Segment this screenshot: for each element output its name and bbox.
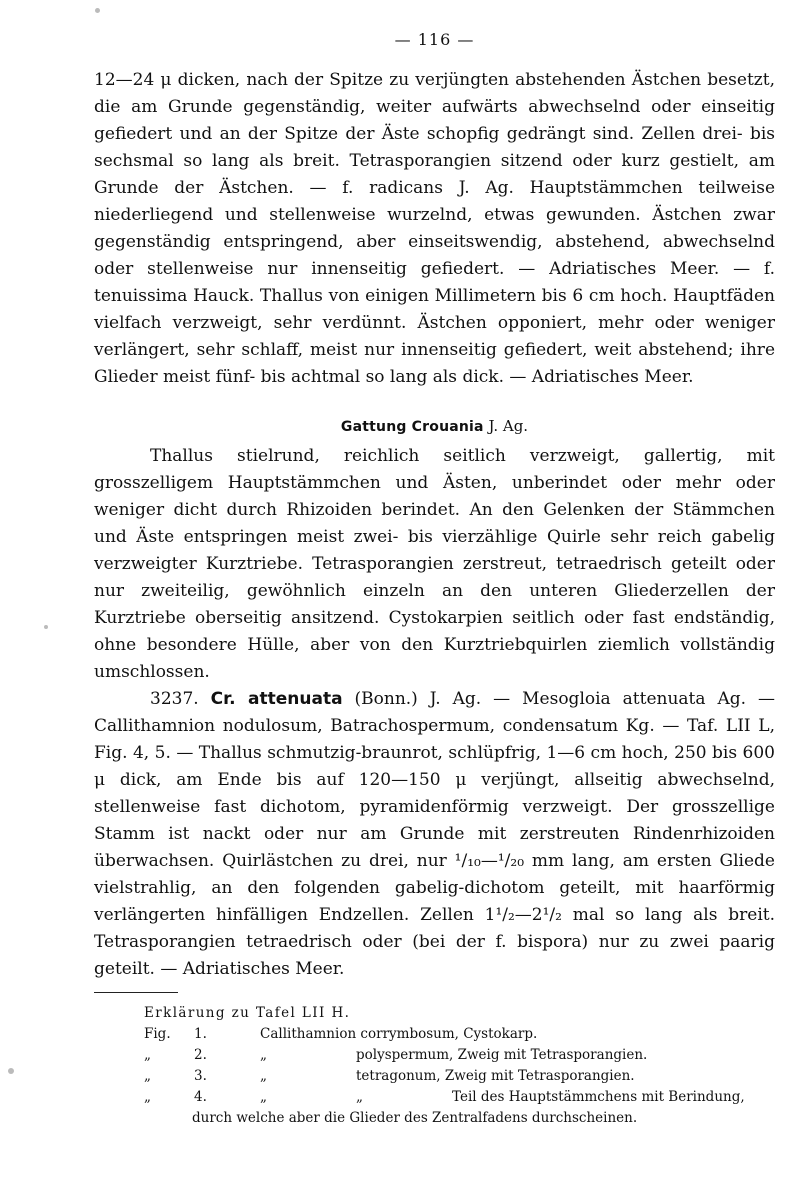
species-text: (Bonn.) J. Ag. — Mesogloia attenuata Ag. — Callithamnion nodulosum, Batrachospermum, condensatum Kg. — Taf. LII L, Fig. 4, 5. — Thallus schmutzig-braunrot, schlüpfrig, 1—6 cm hoch, 250 bis 600 μ dick, am Ende bis auf 120—150 μ verjüngt, allseitig abwechselnd, stellenweise fast dichotom, pyramidenförmig verzweigt. Der grosszellige Stamm ist nackt oder nur am Grunde mit zerstreuten Rindenrhizoiden überwachsen. Quirlästchen zu drei, nur ¹/₁₀—¹/₂₀ mm lang, am ersten Gliede vielstrahlig, an den folgenden gabelig-dichotom geteilt, mit haarförmig verlängerten hinfälligen Endzellen. Zellen 1¹/₂—2¹/₂ mal so lang als breit. Tetrasporangien tetraedrisch oder (bei der f. bispora) nur zu zwei paarig geteilt. — Adriatisches Meer. xyxy=(94,689,775,979)
legend-fig-label: „ xyxy=(144,1089,151,1105)
species-paragraph xyxy=(94,686,775,983)
legend-description: Teil des Hauptstämmchens mit Berindung, xyxy=(452,1089,745,1105)
legend-fig-label: „ xyxy=(144,1068,151,1084)
legend-description: Callithamnion corrymbosum, Cystokarp. xyxy=(260,1026,538,1042)
genus-heading xyxy=(94,417,775,435)
legend-ditto: „ xyxy=(260,1089,267,1105)
plate-legend xyxy=(94,1003,775,1129)
page-number: — 116 — xyxy=(394,30,475,49)
legend-fig-number: 2. xyxy=(194,1047,207,1063)
continuation-paragraph: 12—24 μ dicken, nach der Spitze zu verjüngten abstehenden Ästchen besetzt, die am Grunde gegenständig, weiter aufwärts abwechselnd oder einseitig gefiedert und an der Spitze der Äste schopfig gedrängt sind. Zellen drei- bis sechsmal so lang als breit. Tetrasporangien sitzend oder kurz gestielt, am Grunde der Ästchen. — f. radicans J. Ag. Hauptstämmchen teilweise niederliegend und stellenweise wurzelnd, etwas gewunden. Ästchen zwar gegenständig entspringend, aber einseitswendig, abstehend, abwechselnd oder stellenweise nur innenseitig gefiedert. — Adriatisches Meer. — f. tenuissima Hauck. Thallus von einigen Millimetern bis 6 cm hoch. Hauptfäden vielfach verzweigt, sehr verdünnt. Ästchen opponiert, mehr oder weniger verlängert, sehr schlaff, meist nur innenseitig gefiedert, weit abstehend; ihre Glieder meist fünf- bis achtmal so lang als dick. — Adriatisches Meer. xyxy=(94,70,775,387)
legend-ditto: „ xyxy=(260,1068,267,1084)
genus-description xyxy=(94,443,775,686)
legend-fig-number: 3. xyxy=(194,1068,207,1084)
legend-row xyxy=(94,1024,775,1045)
legend-continuation: durch welche aber die Glieder des Zentralfadens durchscheinen. xyxy=(192,1110,638,1126)
legend-fig-number: 4. xyxy=(194,1089,207,1105)
legend-description: polyspermum, Zweig mit Tetrasporangien. xyxy=(356,1047,648,1063)
legend-description: tetragonum, Zweig mit Tetrasporangien. xyxy=(356,1068,635,1084)
genus-author: J. Ag. xyxy=(488,417,529,435)
genus-label: Gattung Crouania xyxy=(340,419,484,435)
legend-ditto: „ xyxy=(260,1047,267,1063)
legend-fig-label: Fig. xyxy=(144,1026,171,1042)
scan-speck xyxy=(44,625,48,629)
scan-speck xyxy=(8,1068,14,1074)
footnote-rule xyxy=(94,992,178,993)
legend-row xyxy=(94,1087,775,1108)
species-name: Cr. attenuata xyxy=(210,689,343,709)
legend-title: Erklärung zu Tafel LII H. xyxy=(144,1005,351,1021)
continued-species-text xyxy=(94,67,775,391)
species-number: 3237. xyxy=(150,689,199,709)
genus-description-paragraph: Thallus stielrund, reichlich seitlich verzweigt, gallertig, mit grosszelligem Hauptstämmchen und Ästen, unberindet oder mehr oder weniger dicht durch Rhizoiden berindet. An den Gelenken der Stämmchen und Äste entspringen meist zwei- bis vierzählige Quirle sehr reich gabelig verzweigter Kurztriebe. Tetrasporangien zerstreut, tetraedrisch geteilt oder nur zweiteilig, gewöhnlich einzeln an den unteren Gliederzellen der Kurztriebe oberseitig ansitzend. Cystokarpien seitlich oder fast endständig, ohne besondere Hülle, aber von den Kurztriebquirlen ziemlich vollständig umschlossen. xyxy=(94,446,775,682)
legend-row xyxy=(94,1045,775,1066)
legend-fig-number: 1. xyxy=(194,1026,207,1042)
legend-fig-label: „ xyxy=(144,1047,151,1063)
legend-ditto: „ xyxy=(356,1089,363,1105)
legend-row xyxy=(94,1066,775,1087)
scan-speck xyxy=(95,8,100,13)
species-entry xyxy=(94,686,775,983)
